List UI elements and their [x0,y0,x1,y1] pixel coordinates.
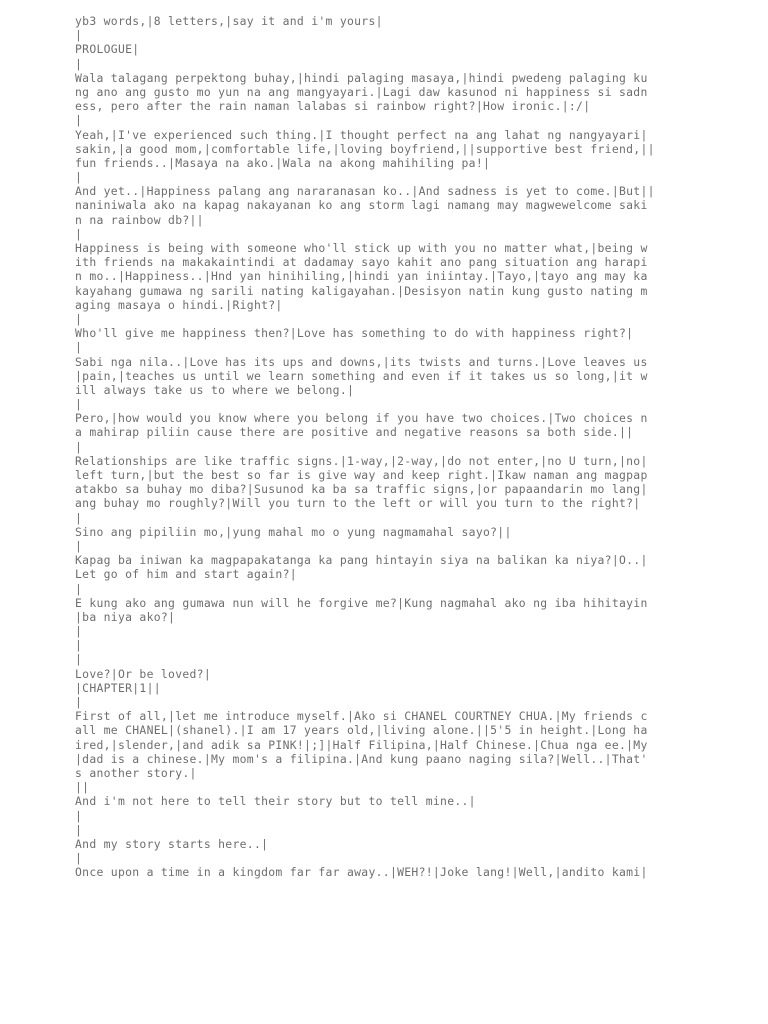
text-line: First of all,|let me introduce myself.|Ako si CHANEL COURTNEY CHUA.|My friends c [75,709,648,724]
text-line: | [75,170,83,185]
text-line: | [75,226,83,241]
text-line: | [75,56,83,71]
text-line: Pero,|how would you know where you belong if you have two choices.|Two choices n [75,411,648,426]
text-line: yb3 words,|8 letters,|say it and i'm yours| [75,14,383,28]
text-line: | [75,822,83,837]
text-line: Wala talagang perpektong buhay,|hindi palaging masaya,|hindi pwedeng palaging ku [75,70,648,85]
text-line: ired,|slender,|and adik sa PINK!|;]|Half Filipina,|Half Chinese.|Chua nga ee.|My [75,737,648,752]
text-line: |CHAPTER|1|| [75,680,161,695]
text-line: Sabi nga nila..|Love has its ups and downs,|its twists and turns.|Love leaves us [75,354,648,369]
text-line: | [75,695,83,709]
text-line: sakin,|a good mom,|comfortable life,|loving boyfriend,||supportive best friend,|| [75,141,655,156]
text-line: kayahang gumawa ng sarili nating kaligayahan.|Desisyon natin kung gusto nating m [75,283,648,298]
text-line: naniniwala ako na kapag nakayanan ko ang storm lagi namang may magwewelcome saki [75,198,648,213]
text-line: a mahirap piliin cause there are positive and negative reasons sa both side.|| [75,425,634,440]
text-line: PROLOGUE| [75,42,140,57]
text-line: | [75,113,83,128]
text-line: ng ano ang gusto mo yun na ang mangyayari.|Lagi daw kasunod ni happiness si sadn [75,84,648,99]
text-line: | [75,28,83,43]
text-line: Let go of him and start again?| [75,567,297,582]
text-line: fun friends..|Masaya na ako.|Wala na akong mahihiling pa!| [75,155,491,170]
text-line: | [75,538,83,553]
text-line: Relationships are like traffic signs.|1-way,|2-way,|do not enter,|no U turn,|no| [75,453,648,468]
text-line: ith friends na makakaintindi at dadamay sayo kahit ano pang situation ang harapi [75,255,648,270]
document-text [75,14,675,879]
text-line: | [75,311,83,326]
text-line: |ba niya ako?| [75,609,176,624]
text-line: atakbo sa buhay mo diba?|Susunod ka ba sa traffic signs,|or papaandarin mo lang| [75,482,648,497]
text-line: | [75,624,83,639]
text-line: | [75,808,83,823]
text-line: And yet..|Happiness palang ang nararanasan ko..|And sadness is yet to come.|But|| [75,184,655,199]
text-line: Who'll give me happiness then?|Love has something to do with happiness right?| [75,326,634,341]
text-line: |dad is a chinese.|My mom's a filipina.|And kung paano naging sila?|Well..|That' [75,751,648,766]
text-line: | [75,652,83,667]
text-line: Happiness is being with someone who'll stick up with you no matter what,|being w [75,241,648,255]
text-line: Sino ang pipiliin mo,|yung mahal mo o yung nagmamahal sayo?|| [75,524,512,539]
text-line: aging masaya o hindi.|Right?| [75,297,283,312]
text-line: | [75,851,83,866]
text-line: E kung ako ang gumawa nun will he forgive me?|Kung nagmahal ako ng iba hihitayin [75,595,648,610]
text-line: And my story starts here..| [75,836,269,851]
text-line: s another story.| [75,765,197,780]
text-line: Yeah,|I've experienced such thing.|I thought perfect na ang lahat ng nangyayari| [75,127,648,142]
text-line: | [75,340,83,355]
text-line: | [75,581,83,596]
text-line: | [75,439,83,454]
text-line: | [75,510,83,525]
text-line: |pain,|teaches us until we learn something and even if it takes us so long,|it w [75,368,648,383]
text-line: n na rainbow db?|| [75,212,204,227]
text-line: left turn,|but the best so far is give way and keep right.|Ikaw naman ang magpap [75,468,648,482]
text-line: || [75,780,90,795]
text-line: ang buhay mo roughly?|Will you turn to the left or will you turn to the right?| [75,496,641,511]
text-line: ill always take us to where we belong.| [75,382,355,397]
text-line: Once upon a time in a kingdom far far away..|WEH?!|Joke lang!|Well,|andito kami| [75,865,648,880]
text-line: | [75,397,83,412]
text-line: n mo..|Happiness..|Hnd yan hinihiling,|hindi yan iniintay.|Tayo,|tayo ang may ka [75,269,648,284]
text-line: Love?|Or be loved?| [75,666,211,681]
text-line: And i'm not here to tell their story but to tell mine..| [75,794,476,809]
text-line: Kapag ba iniwan ka magpapakatanga ka pang hintayin siya na balikan ka niya?|O..| [75,553,648,568]
text-line: all me CHANEL|(shanel).|I am 17 years old,|living alone.||5'5 in height.|Long ha [75,723,648,738]
text-line: | [75,638,83,653]
text-line: ess, pero after the rain naman lalabas si rainbow right?|How ironic.|:/| [75,99,591,114]
